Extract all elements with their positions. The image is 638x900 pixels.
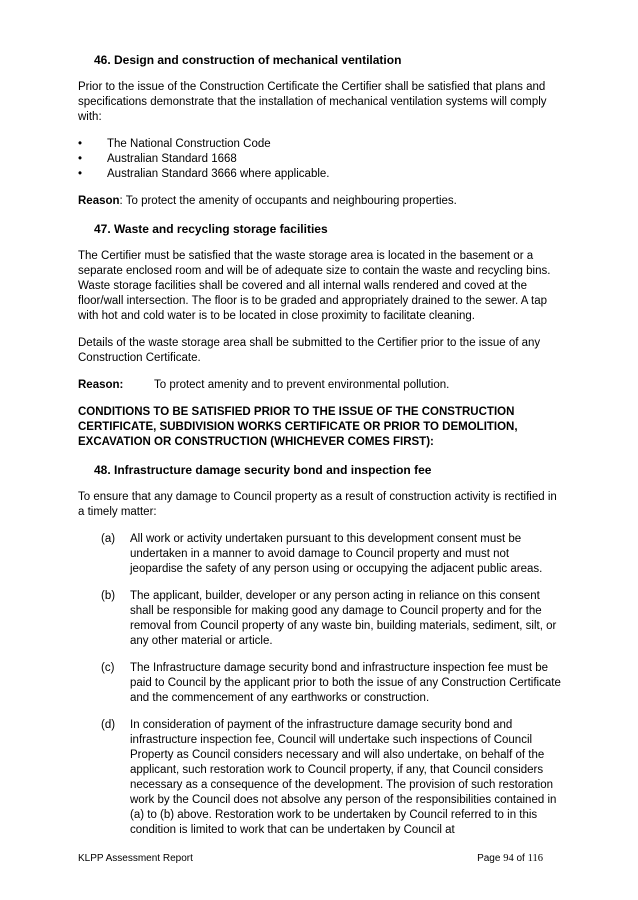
reason-text: : To protect the amenity of occupants and neighbouring properties.	[119, 195, 457, 207]
conditions-heading: CONDITIONS TO BE SATISFIED PRIOR TO THE ISSUE OF THE CONSTRUCTION CERTIFICATE, SUBDIVISION WORKS CERTIFICATE OR PRIOR TO DEMOLITION, EXCAVATION OR CONSTRUCTION (WHICHEVER COMES FIRST):	[78, 406, 518, 448]
page-content	[78, 52, 563, 850]
page-current: 94	[503, 853, 514, 864]
list-item	[78, 589, 563, 649]
section-47-reason	[78, 378, 563, 393]
reason-label: Reason	[78, 195, 120, 207]
page-total: 116	[527, 853, 543, 864]
bullet-text: Australian Standard 1668	[107, 153, 237, 165]
bullet-icon: •	[78, 153, 83, 165]
footer-page-number	[477, 851, 543, 866]
item-text: The applicant, builder, developer or any person acting in reliance on this consent shall be responsible for making good any damage to Council property and for the removal from Council property of any waste bin, building materials, sediment, silt, or any other material or article.	[130, 590, 557, 647]
section-48-item-list	[78, 532, 563, 838]
bullet-text: The National Construction Code	[107, 138, 271, 150]
list-item	[78, 167, 563, 182]
item-marker: (c)	[101, 662, 115, 674]
footer-report-title: KLPP Assessment Report	[78, 853, 193, 864]
page-of: of	[513, 853, 528, 864]
item-text: All work or activity undertaken pursuant to this development consent must be undertaken in a manner to avoid damage to Council property and must not jeopardise the safety of any person using or occupying the adjacent public areas.	[130, 533, 543, 575]
section-46-intro: Prior to the issue of the Construction Certificate the Certifier shall be satisfied that plans and specifications demonstrate that the installation of mechanical ventilation systems will comply with:	[78, 81, 547, 123]
reason-text: To protect amenity and to prevent environmental pollution.	[154, 379, 450, 391]
list-item	[78, 152, 563, 167]
section-48-intro: To ensure that any damage to Council property as a result of construction activity is rectified in a timely matter:	[78, 491, 557, 518]
section-47-paragraph-1: The Certifier must be satisfied that the waste storage area is located in the basement or a separate enclosed room and will be of adequate size to contain the waste and recycling bins. Waste storage facilities shall be covered and all internal walls rendered and coved at the floor/wall intersection. The floor is to be graded and appropriately drained to the sewer. A tap with hot and cold water is to be located in close proximity to facilitate cleaning.	[78, 250, 551, 322]
section-48-heading: 48. Infrastructure damage security bond and inspection fee	[94, 463, 432, 477]
section-47-heading: 47. Waste and recycling storage facilities	[94, 222, 328, 236]
section-47-paragraph-2: Details of the waste storage area shall be submitted to the Certifier prior to the issue of any Construction Certificate.	[78, 337, 541, 364]
item-marker: (b)	[101, 590, 116, 602]
item-text: In consideration of payment of the infrastructure damage security bond and infrastructure inspection fee, Council will undertake such inspections of Council Property as Council considers necessary and will also undertake, on behalf of the applicant, such restoration work to Council property, if any, that Council considers necessary as a consequence of the development. The provision of such restoration work by the Council does not absolve any person of the responsibilities contained in (a) to (b) above. Restoration work to be undertaken by Council referred to in this condition is limited to work that can be undertaken by Council at	[130, 719, 557, 836]
bullet-icon: •	[78, 168, 83, 180]
reason-label: Reason:	[78, 379, 124, 391]
section-46-heading: 46. Design and construction of mechanical ventilation	[94, 53, 402, 67]
list-item	[78, 718, 563, 838]
list-item	[78, 532, 563, 577]
item-marker: (d)	[101, 719, 116, 731]
list-item	[78, 137, 563, 152]
section-46-reason	[78, 194, 563, 209]
section-46-bullet-list	[78, 137, 563, 182]
bullet-icon: •	[78, 138, 83, 150]
list-item	[78, 661, 563, 706]
item-marker: (a)	[101, 533, 116, 545]
bullet-text: Australian Standard 3666 where applicable.	[107, 168, 330, 180]
page-prefix: Page	[477, 853, 504, 864]
item-text: The Infrastructure damage security bond and infrastructure inspection fee must be paid to Council by the applicant prior to both the issue of any Construction Certificate and the commencement of any earthworks or construction.	[130, 662, 561, 704]
